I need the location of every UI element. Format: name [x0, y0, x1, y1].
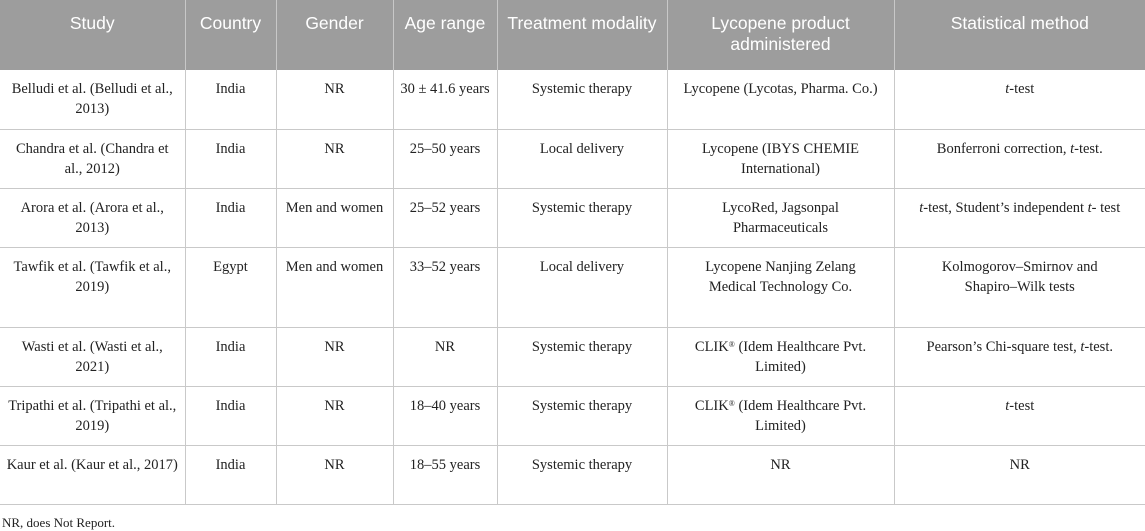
table-row [0, 188, 1145, 247]
cell-treatment: Systemic therapy [497, 188, 667, 247]
header-gender: Gender [276, 0, 393, 70]
cell-treatment: Systemic therapy [497, 327, 667, 386]
cell-study: Tawfik et al. (Tawfik et al., 2019) [0, 247, 185, 327]
cell-method [894, 188, 1145, 247]
cell-study: Belludi et al. (Belludi et al., 2013) [0, 70, 185, 129]
method-text: -test. [1084, 338, 1113, 355]
method-text: -test [1009, 81, 1035, 97]
cell-age: NR [393, 327, 497, 386]
cell-age: 30 ± 41.6 years [393, 70, 497, 129]
method-italic: t [1005, 397, 1010, 414]
cell-age: 25–52 years [393, 188, 497, 247]
cell-treatment: Systemic therapy [497, 386, 667, 445]
cell-country: India [185, 445, 276, 504]
cell-study: Wasti et al. (Wasti et al., 2021) [0, 327, 185, 386]
cell-product: Lycopene (Lycotas, Pharma. Co.) [667, 70, 894, 129]
header-age-range: Age range [393, 0, 497, 70]
cell-age: 18–55 years [393, 445, 497, 504]
table-row [0, 70, 1145, 129]
header-study: Study [0, 0, 185, 70]
method-text: -test [1009, 397, 1035, 414]
cell-product: Lycopene Nanjing Zelang Medical Technology Co. [667, 247, 894, 327]
cell-gender: NR [276, 327, 393, 386]
cell-country: India [185, 70, 276, 129]
cell-age: 18–40 years [393, 386, 497, 445]
table-row [0, 386, 1145, 445]
cell-country: India [185, 188, 276, 247]
table-row [0, 445, 1145, 504]
product-maker: (Idem Healthcare Pvt. Limited) [734, 397, 867, 434]
cell-product: NR [667, 445, 894, 504]
cell-gender: Men and women [276, 188, 393, 247]
cell-product [667, 386, 894, 445]
cell-treatment: Systemic therapy [497, 445, 667, 504]
registered-mark: ® [728, 398, 735, 408]
table-row [0, 247, 1145, 327]
cell-treatment: Systemic therapy [497, 70, 667, 129]
cell-method: Kolmogorov–Smirnov and Shapiro–Wilk tests [894, 247, 1145, 327]
cell-product: Lycopene (IBYS CHEMIE International) [667, 129, 894, 188]
cell-product [667, 327, 894, 386]
cell-study: Kaur et al. (Kaur et al., 2017) [0, 445, 185, 504]
cell-gender: NR [276, 129, 393, 188]
cell-country: India [185, 386, 276, 445]
method-text-pre: Pearson’s Chi-square test, [926, 338, 1081, 355]
header-treatment-modality: Treatment modality [497, 0, 667, 70]
cell-age: 25–50 years [393, 129, 497, 188]
cell-gender: NR [276, 386, 393, 445]
method-text-2: - test [1091, 199, 1121, 216]
cell-study: Chandra et al. (Chandra et al., 2012) [0, 129, 185, 188]
cell-method [894, 327, 1145, 386]
method-text: -test. [1074, 140, 1103, 157]
product-maker: (Idem Healthcare Pvt. Limited) [734, 338, 867, 375]
cell-treatment: Local delivery [497, 247, 667, 327]
method-text-pre: Bonferroni correction, [936, 140, 1071, 157]
cell-age: 33–52 years [393, 247, 497, 327]
table-footnote: NR, does Not Report. [2, 514, 116, 530]
cell-country: Egypt [185, 247, 276, 327]
cell-study: Tripathi et al. (Tripathi et al., 2019) [0, 386, 185, 445]
header-country: Country [185, 0, 276, 70]
method-italic: t [919, 199, 924, 216]
cell-gender: NR [276, 70, 393, 129]
method-italic: t [1005, 81, 1010, 97]
cell-method [894, 129, 1145, 188]
method-italic: t [1080, 338, 1085, 355]
table-row [0, 327, 1145, 386]
header-lycopene-product: Lycopene product administered [667, 0, 894, 70]
cell-method: NR [894, 445, 1145, 504]
header-statistical-method: Statistical method [894, 0, 1145, 70]
cell-study: Arora et al. (Arora et al., 2013) [0, 188, 185, 247]
cell-country: India [185, 327, 276, 386]
cell-product: LycoRed, Jagsonpal Pharmaceuticals [667, 188, 894, 247]
cell-gender: NR [276, 445, 393, 504]
cell-country: India [185, 129, 276, 188]
header-row [0, 0, 1145, 70]
cell-gender: Men and women [276, 247, 393, 327]
method-italic-2: t [1087, 199, 1092, 216]
registered-mark: ® [728, 339, 735, 349]
table-row [0, 129, 1145, 188]
method-text: -test, Student’s independent [923, 199, 1088, 216]
product-name: CLIK [694, 397, 729, 414]
cell-method [894, 70, 1145, 129]
cell-method [894, 386, 1145, 445]
product-name: CLIK [694, 338, 729, 355]
method-italic: t [1070, 140, 1075, 157]
cell-treatment: Local delivery [497, 129, 667, 188]
